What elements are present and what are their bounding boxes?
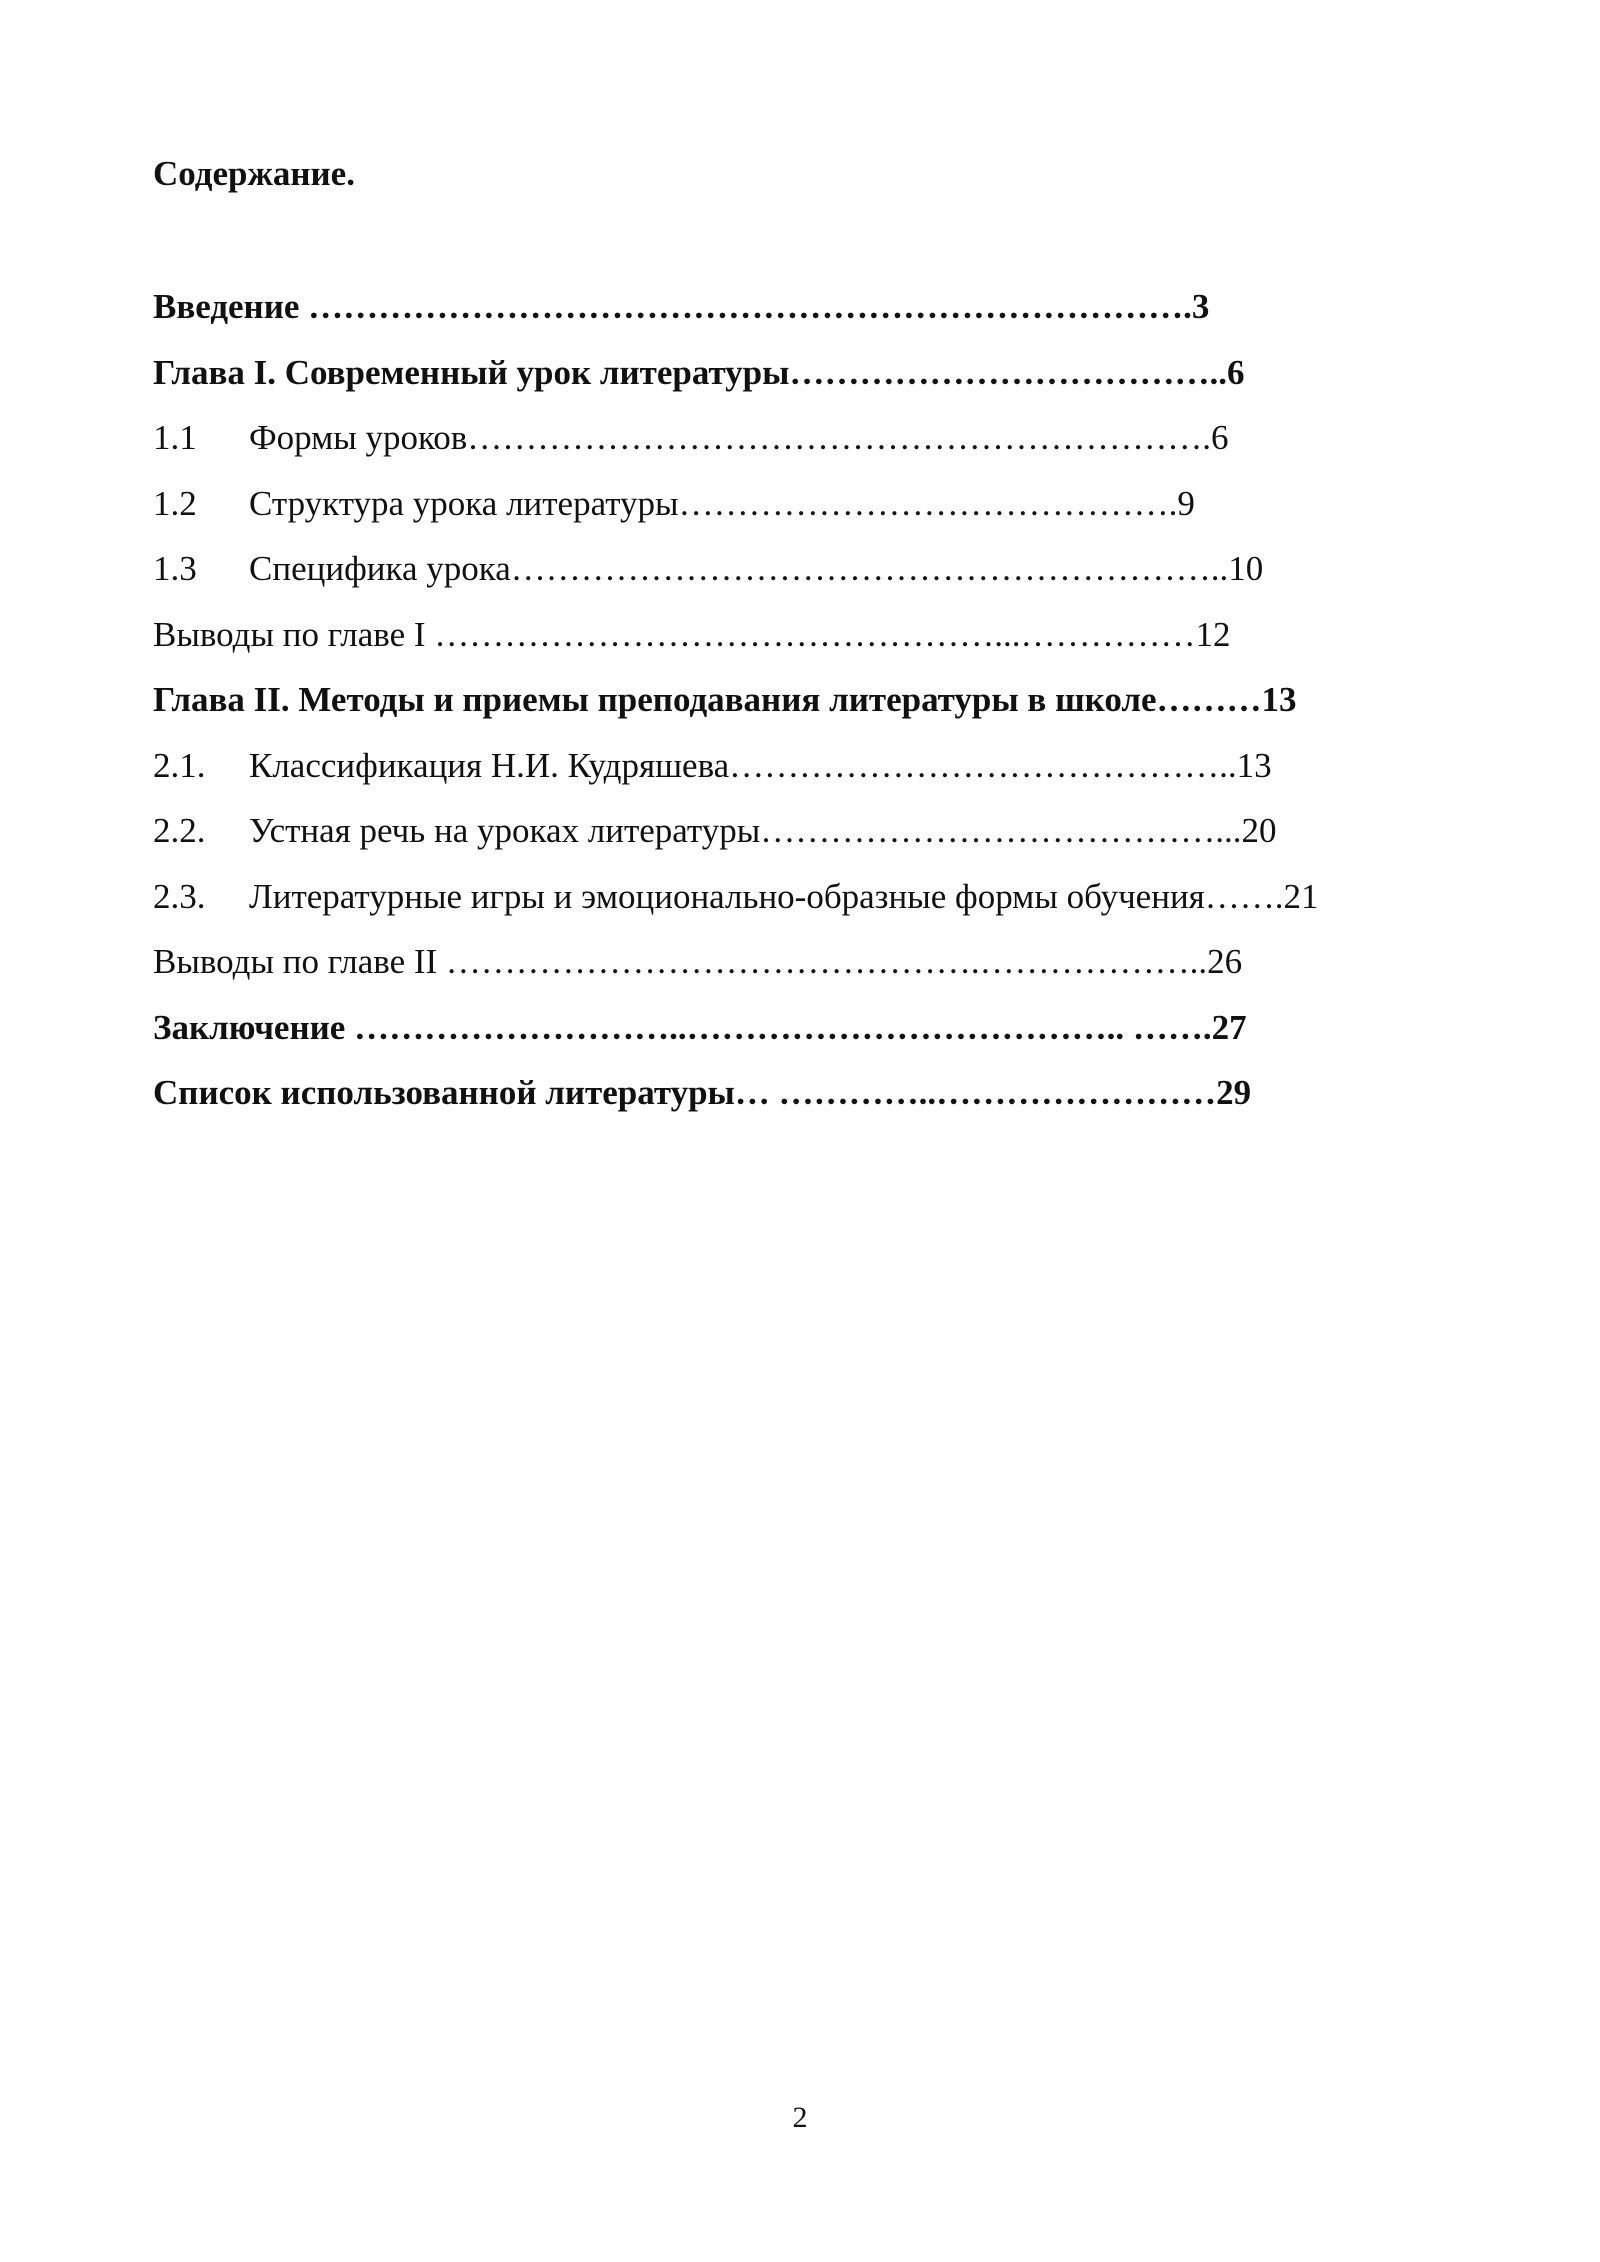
toc-entry-number: 2.2. xyxy=(153,811,206,850)
toc-entry-text: Глава I. Современный урок литературы………………………………..6 xyxy=(153,352,1245,392)
toc-entry-2-1 xyxy=(153,742,1453,808)
toc-entry-text: Заключение ………………………..……………………………….. …….27 xyxy=(153,1007,1247,1047)
toc-entry-text: Специфика урока……………………………………………………..10 xyxy=(249,549,1264,588)
toc-entry-introduction xyxy=(153,283,1453,349)
toc-entry-text: Классификация Н.И. Кудряшева……………………………………..13 xyxy=(249,745,1272,785)
toc-entry-bibliography xyxy=(153,1069,1453,1135)
toc-entry-1-3 xyxy=(153,545,1453,611)
toc-entry-text: Литературные игры и эмоционально-образные формы обучения…….21 xyxy=(249,876,1319,916)
toc-entry-text: Структура урока литературы…………………………………….9 xyxy=(249,483,1195,523)
page-number: 2 xyxy=(792,2101,808,2134)
toc-entry-text: Устная речь на уроках литературы…………………………………...20 xyxy=(249,811,1277,850)
toc-entry-1-2 xyxy=(153,480,1453,546)
toc-entry-2-2 xyxy=(153,807,1453,873)
toc-entry-conclusion xyxy=(153,1004,1453,1070)
toc-entry-text: Выводы по главе I …………………………………………...……………12 xyxy=(153,614,1231,654)
toc-entry-text: Список использованной литературы… …………..……………………29 xyxy=(153,1073,1252,1112)
toc-entry-number: 2.1. xyxy=(153,745,206,785)
toc-entry-text: Формы уроков……………………………………………………….6 xyxy=(249,418,1229,457)
toc-entry-number: 1.3 xyxy=(153,549,197,588)
table-of-contents xyxy=(153,283,1453,1135)
toc-entry-conclusions-chapter-2 xyxy=(153,938,1453,1004)
toc-entry-number: 1.1 xyxy=(153,418,197,457)
toc-entry-number: 1.2 xyxy=(153,483,197,523)
toc-entry-2-3 xyxy=(153,873,1453,939)
toc-entry-chapter-1 xyxy=(153,349,1453,415)
toc-entry-1-1 xyxy=(153,414,1453,480)
page-title: Содержание. xyxy=(153,154,355,193)
toc-entry-number: 2.3. xyxy=(153,876,206,916)
toc-entry-text: Введение ………………………………………………………………….3 xyxy=(153,287,1210,326)
toc-entry-text: Глава II. Методы и приемы преподавания литературы в школе………13 xyxy=(153,680,1297,719)
toc-entry-conclusions-chapter-1 xyxy=(153,611,1453,677)
toc-entry-text: Выводы по главе II ……………………………………….………………..26 xyxy=(153,942,1243,981)
toc-entry-chapter-2 xyxy=(153,676,1453,742)
